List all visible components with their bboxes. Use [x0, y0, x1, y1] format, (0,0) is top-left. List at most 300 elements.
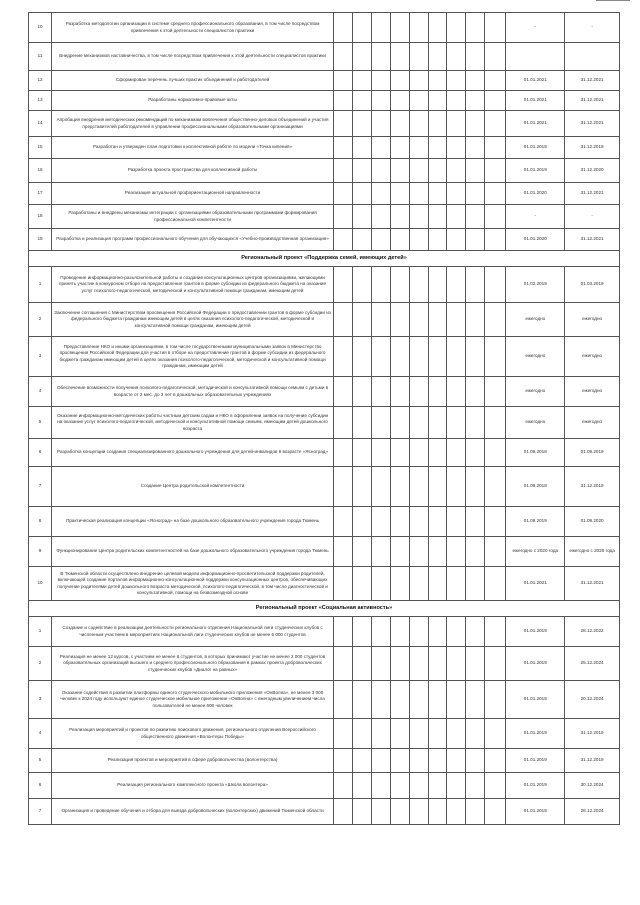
empty-cell [352, 267, 371, 303]
empty-cell [466, 467, 485, 507]
row-end-date: 31.12.2019 [565, 137, 620, 159]
row-activity: Практическая реализация концепции «Ясноград» на базе дошкольного образовательного учреждения города Тюмень [52, 507, 334, 537]
table-row [29, 719, 620, 749]
empty-cell [371, 647, 390, 681]
empty-cell [466, 647, 485, 681]
empty-cell [428, 749, 447, 773]
empty-cell [333, 537, 352, 567]
row-start-date: ежегодно [506, 407, 565, 439]
empty-cell [466, 159, 485, 183]
empty-cell [428, 183, 447, 205]
row-activity: Создание Центра родительской компетентности [52, 467, 334, 507]
empty-cell [409, 749, 428, 773]
row-activity: Реализация не менее 12 курсов, с участием не менее 6 студентов, в которых принимают участие не менее 2 000 студентов образовательных организаций высшего и среднего профессионального образования в рамках проекта добровольческих студенческих клубов «Диалог на равных» [52, 647, 334, 681]
empty-cell [390, 303, 409, 337]
empty-cell [466, 267, 485, 303]
row-activity: Реализация регионального комплексного проекта «Школа волонтера» [52, 773, 334, 799]
row-start-date: 01.01.2020 [506, 229, 565, 251]
empty-cell [409, 183, 428, 205]
row-end-date: - [565, 205, 620, 229]
empty-cell [466, 71, 485, 91]
empty-cell [409, 617, 428, 647]
row-activity: В Тюменской области осуществлено внедрение целевой модели информационно-просветительской поддержки родителей, включающей создание порталов информационно-консультационной поддержки консультационных центров, обеспечивающих получение родителями детей дошкольного возраста методической, психолого-педагогической, в том числе диагностической и консультативной, помощи на безвозмездной основе [52, 567, 334, 601]
row-start-date: 01.01.2019 [506, 719, 565, 749]
empty-cell [466, 205, 485, 229]
empty-cell [371, 567, 390, 601]
empty-cell [390, 91, 409, 111]
empty-cell [333, 71, 352, 91]
empty-cell [428, 337, 447, 377]
empty-cell [466, 773, 485, 799]
row-start-date: 01.02.2019 [506, 267, 565, 303]
empty-cell [352, 183, 371, 205]
empty-cell [485, 377, 506, 407]
row-number: 6 [29, 773, 52, 799]
empty-cell [390, 13, 409, 43]
empty-cell [371, 183, 390, 205]
row-start-date: 01.01.2019 [506, 749, 565, 773]
row-end-date: ежегодно [565, 407, 620, 439]
empty-cell [333, 337, 352, 377]
row-start-date: 01.01.2021 [506, 567, 565, 601]
page-corner-line [596, 0, 630, 1]
empty-cell [371, 407, 390, 439]
row-activity: Создание и содействие в реализации деятельности регионального отделения Национальной лиги студенческих клубов с численным участием в мероприятиях Национальной лиги студенческих клубов не менее 6 000 студентов [52, 617, 334, 647]
empty-cell [447, 537, 466, 567]
row-number: 1 [29, 617, 52, 647]
row-number: 16 [29, 159, 52, 183]
empty-cell [428, 91, 447, 111]
empty-cell [390, 681, 409, 719]
empty-cell [333, 719, 352, 749]
empty-cell [333, 229, 352, 251]
empty-cell [390, 773, 409, 799]
empty-cell [466, 13, 485, 43]
row-end-date: ежегодно [565, 377, 620, 407]
empty-cell [447, 111, 466, 137]
row-start-date: 01.09.2018 [506, 439, 565, 467]
row-start-date: 01.01.2019 [506, 647, 565, 681]
table-row [29, 13, 620, 43]
empty-cell [485, 159, 506, 183]
row-start-date: 01.01.2019 [506, 137, 565, 159]
row-end-date: ежегодно [565, 303, 620, 337]
empty-cell [447, 507, 466, 537]
empty-cell [485, 467, 506, 507]
empty-cell [409, 43, 428, 71]
row-start-date: 01.01.2020 [506, 183, 565, 205]
empty-cell [390, 749, 409, 773]
empty-cell [428, 467, 447, 507]
empty-cell [409, 647, 428, 681]
table-row [29, 617, 620, 647]
empty-cell [428, 303, 447, 337]
empty-cell [485, 303, 506, 337]
empty-cell [447, 71, 466, 91]
row-activity: Оказание информационно-методических работы частным детским садам и НКО в оформлении заявок на получение субсидии на оказание услуг психолого-педагогической, методической и консультативной помощи семьям, имеющим детей дошкольного возраста [52, 407, 334, 439]
empty-cell [466, 303, 485, 337]
row-number: 10 [29, 13, 52, 43]
empty-cell [466, 183, 485, 205]
row-number: 10 [29, 567, 52, 601]
row-activity: Обеспечение возможности получения психолого-педагогической, методической и консультативной помощи семьям с детьми в возрасте от 2 мес. до 3 лет в дошкольных образовательных учреждениях [52, 377, 334, 407]
row-activity: Разработаны нормативно-правовые акты [52, 91, 334, 111]
empty-cell [390, 267, 409, 303]
empty-cell [333, 749, 352, 773]
empty-cell [333, 13, 352, 43]
empty-cell [390, 537, 409, 567]
row-end-date: 31.12.2020 [565, 159, 620, 183]
empty-cell [371, 137, 390, 159]
empty-cell [485, 681, 506, 719]
empty-cell [466, 681, 485, 719]
empty-cell [333, 567, 352, 601]
row-number: 15 [29, 137, 52, 159]
table-row [29, 337, 620, 377]
empty-cell [428, 137, 447, 159]
empty-cell [409, 205, 428, 229]
empty-cell [352, 439, 371, 467]
row-number: 19 [29, 229, 52, 251]
row-end-date: 31.12.2021 [565, 111, 620, 137]
row-activity: Оказание содействия в развитии платформы единого студенческого мобильного приложения «ОнВолна», не менее 3 000 человек к 2024 году используют единое студенческое мобильное приложение «ОнВолна» с ежегодным увеличением числа пользователей не менее 600 человек [52, 681, 334, 719]
empty-cell [390, 71, 409, 91]
empty-cell [428, 43, 447, 71]
empty-cell [371, 749, 390, 773]
empty-cell [428, 111, 447, 137]
empty-cell [428, 773, 447, 799]
empty-cell [352, 617, 371, 647]
row-start-date: 01.09.2019 [506, 507, 565, 537]
empty-cell [428, 681, 447, 719]
empty-cell [333, 205, 352, 229]
empty-cell [409, 681, 428, 719]
row-number: 14 [29, 111, 52, 137]
row-activity: Разработка концепции создания специализированного дошкольного учреждения для детей-инвалидов в возрасте «Ясноград» [52, 439, 334, 467]
empty-cell [352, 567, 371, 601]
empty-cell [333, 267, 352, 303]
row-number: 13 [29, 91, 52, 111]
empty-cell [390, 567, 409, 601]
empty-cell [352, 111, 371, 137]
empty-cell [352, 303, 371, 337]
empty-cell [466, 537, 485, 567]
empty-cell [371, 267, 390, 303]
table-row [29, 799, 620, 825]
empty-cell [352, 537, 371, 567]
empty-cell [485, 407, 506, 439]
row-start-date: ежегодно с 2020 года [506, 537, 565, 567]
empty-cell [352, 773, 371, 799]
empty-cell [447, 13, 466, 43]
empty-cell [428, 567, 447, 601]
empty-cell [409, 567, 428, 601]
row-activity: Апробация внедрения методических рекомендаций по механизмам вовлечения общественно-деловых объединений и участия представителей работодателей в управлении профессиональными образовательными организациями [52, 111, 334, 137]
row-activity: Разработка проекта пространства для коллективной работы [52, 159, 334, 183]
empty-cell [371, 719, 390, 749]
empty-cell [447, 377, 466, 407]
row-end-date: 28.12.2024 [565, 799, 620, 825]
row-activity: Внедрение механизмов наставничества, в том числе посредством привлечения к этой деятельности специалистов практики [52, 43, 334, 71]
table-row [29, 303, 620, 337]
row-number: 5 [29, 749, 52, 773]
empty-cell [485, 719, 506, 749]
empty-cell [466, 719, 485, 749]
row-number: 4 [29, 377, 52, 407]
empty-cell [352, 749, 371, 773]
empty-cell [428, 719, 447, 749]
empty-cell [447, 43, 466, 71]
table-row [29, 749, 620, 773]
empty-cell [390, 799, 409, 825]
empty-cell [390, 617, 409, 647]
row-number: 9 [29, 537, 52, 567]
table-row [29, 377, 620, 407]
empty-cell [447, 229, 466, 251]
row-number: 17 [29, 183, 52, 205]
empty-cell [390, 43, 409, 71]
row-end-date: 01.03.2019 [565, 267, 620, 303]
row-activity: Сформирован перечень лучших практик объединений и работодателей [52, 71, 334, 91]
empty-cell [447, 439, 466, 467]
empty-cell [390, 205, 409, 229]
row-number: 3 [29, 681, 52, 719]
row-activity: Разработаны и внедрены механизмы интеграции с организациями образовательными программами формирования профессиональной компетентности [52, 205, 334, 229]
table-row [29, 111, 620, 137]
empty-cell [371, 681, 390, 719]
empty-cell [352, 507, 371, 537]
empty-cell [428, 647, 447, 681]
row-end-date: 31.12.2021 [565, 567, 620, 601]
table-row [29, 647, 620, 681]
row-end-date: 31.12.2019 [565, 749, 620, 773]
empty-cell [390, 647, 409, 681]
empty-cell [428, 537, 447, 567]
empty-cell [409, 407, 428, 439]
empty-cell [333, 467, 352, 507]
empty-cell [333, 439, 352, 467]
empty-cell [447, 303, 466, 337]
row-end-date [565, 43, 620, 71]
empty-cell [352, 719, 371, 749]
empty-cell [333, 159, 352, 183]
empty-cell [390, 229, 409, 251]
empty-cell [352, 407, 371, 439]
table-row [29, 71, 620, 91]
empty-cell [447, 773, 466, 799]
row-end-date: - [565, 13, 620, 43]
empty-cell [428, 407, 447, 439]
document-page [28, 12, 620, 825]
empty-cell [371, 71, 390, 91]
empty-cell [333, 377, 352, 407]
empty-cell [485, 71, 506, 91]
row-start-date: 01.09.2018 [506, 467, 565, 507]
empty-cell [485, 137, 506, 159]
row-end-date: 31.12.2021 [565, 91, 620, 111]
empty-cell [428, 507, 447, 537]
empty-cell [447, 799, 466, 825]
row-number: 11 [29, 43, 52, 71]
table-row [29, 137, 620, 159]
empty-cell [485, 13, 506, 43]
empty-cell [485, 183, 506, 205]
empty-cell [390, 159, 409, 183]
empty-cell [333, 407, 352, 439]
empty-cell [371, 303, 390, 337]
empty-cell [447, 205, 466, 229]
empty-cell [371, 439, 390, 467]
row-number: 7 [29, 467, 52, 507]
empty-cell [390, 377, 409, 407]
row-end-date: 31.12.2019 [565, 719, 620, 749]
table-row [29, 159, 620, 183]
empty-cell [428, 205, 447, 229]
plan-table-body [29, 13, 620, 825]
empty-cell [390, 137, 409, 159]
empty-cell [371, 91, 390, 111]
row-number: 3 [29, 337, 52, 377]
row-end-date: 31.12.2021 [565, 183, 620, 205]
section-title: Региональный проект «Социальная активность» [29, 601, 620, 617]
empty-cell [390, 719, 409, 749]
empty-cell [333, 799, 352, 825]
table-row [29, 567, 620, 601]
row-start-date: ежегодно [506, 377, 565, 407]
empty-cell [352, 799, 371, 825]
empty-cell [409, 159, 428, 183]
empty-cell [466, 337, 485, 377]
row-start-date: 01.01.2021 [506, 91, 565, 111]
empty-cell [466, 43, 485, 71]
empty-cell [409, 377, 428, 407]
row-activity: Разработка и реализация программ профессионального обучения для обучающихся «Учебно-производственная организация» [52, 229, 334, 251]
row-end-date: 01.09.2019 [565, 439, 620, 467]
table-row [29, 439, 620, 467]
plan-table [28, 12, 620, 825]
empty-cell [485, 799, 506, 825]
empty-cell [485, 567, 506, 601]
empty-cell [466, 799, 485, 825]
row-start-date: 01.01.2021 [506, 111, 565, 137]
row-start-date: 01.01.2021 [506, 71, 565, 91]
row-number: 1 [29, 267, 52, 303]
row-number: 4 [29, 719, 52, 749]
empty-cell [485, 537, 506, 567]
empty-cell [466, 91, 485, 111]
empty-cell [409, 773, 428, 799]
empty-cell [447, 749, 466, 773]
row-number: 2 [29, 303, 52, 337]
row-start-date: 01.01.2019 [506, 681, 565, 719]
empty-cell [409, 537, 428, 567]
row-activity: Реализация актуальной профориентационной направленности [52, 183, 334, 205]
empty-cell [333, 647, 352, 681]
empty-cell [428, 159, 447, 183]
empty-cell [447, 91, 466, 111]
empty-cell [352, 137, 371, 159]
row-end-date: 31.12.2021 [565, 229, 620, 251]
empty-cell [371, 229, 390, 251]
empty-cell [428, 799, 447, 825]
empty-cell [409, 719, 428, 749]
row-activity: Заключение соглашения с Министерством просвещения Российской Федерации о предоставлении грантов в форме субсидии из федерального бюджета гражданам имеющим детей в целях оказания психолого-педагогической, методической и консультативной помощи гражданам, имеющим детей [52, 303, 334, 337]
row-start-date: 01.01.2019 [506, 159, 565, 183]
empty-cell [485, 205, 506, 229]
row-start-date: ежегодно [506, 303, 565, 337]
empty-cell [447, 183, 466, 205]
row-activity: Реализация мероприятий и проектов по развитию поискового движения, регионального отделения Всероссийского общественного движения «Волонтеры Победы» [52, 719, 334, 749]
row-activity: Функционирование Центра родительских компетентностей на базе дошкольного образовательного учреждения города Тюмень [52, 537, 334, 567]
table-row [29, 91, 620, 111]
empty-cell [371, 337, 390, 377]
empty-cell [466, 749, 485, 773]
empty-cell [485, 111, 506, 137]
row-start-date: 01.01.2019 [506, 799, 565, 825]
row-number: 12 [29, 71, 52, 91]
empty-cell [390, 183, 409, 205]
empty-cell [371, 377, 390, 407]
empty-cell [409, 439, 428, 467]
empty-cell [333, 183, 352, 205]
empty-cell [333, 507, 352, 537]
row-number: 5 [29, 407, 52, 439]
row-number: 8 [29, 507, 52, 537]
empty-cell [390, 507, 409, 537]
row-start-date [506, 43, 565, 71]
empty-cell [485, 43, 506, 71]
table-row [29, 43, 620, 71]
empty-cell [409, 267, 428, 303]
empty-cell [333, 617, 352, 647]
empty-cell [352, 91, 371, 111]
row-end-date: ежегодно с 2020 года [565, 537, 620, 567]
empty-cell [390, 439, 409, 467]
empty-cell [352, 681, 371, 719]
empty-cell [409, 799, 428, 825]
table-row [29, 183, 620, 205]
empty-cell [428, 13, 447, 43]
row-activity: Разработан и утвержден план подготовки к коллективной работе по модели «Точка кипения» [52, 137, 334, 159]
empty-cell [447, 137, 466, 159]
empty-cell [371, 43, 390, 71]
empty-cell [409, 91, 428, 111]
empty-cell [466, 439, 485, 467]
row-end-date: 25.12.2024 [565, 647, 620, 681]
row-end-date: 28.12.2022 [565, 617, 620, 647]
empty-cell [428, 229, 447, 251]
empty-cell [466, 377, 485, 407]
row-start-date: 01.01.2019 [506, 617, 565, 647]
empty-cell [428, 71, 447, 91]
empty-cell [409, 71, 428, 91]
empty-cell [428, 439, 447, 467]
row-activity: Реализация проектов и мероприятий в сфере добровольчества (волонтерства) [52, 749, 334, 773]
row-end-date: 20.12.2024 [565, 681, 620, 719]
empty-cell [466, 507, 485, 537]
table-row [29, 507, 620, 537]
empty-cell [485, 773, 506, 799]
empty-cell [485, 507, 506, 537]
empty-cell [390, 467, 409, 507]
empty-cell [409, 229, 428, 251]
empty-cell [485, 229, 506, 251]
empty-cell [333, 773, 352, 799]
empty-cell [333, 681, 352, 719]
empty-cell [371, 617, 390, 647]
empty-cell [371, 111, 390, 137]
empty-cell [409, 137, 428, 159]
